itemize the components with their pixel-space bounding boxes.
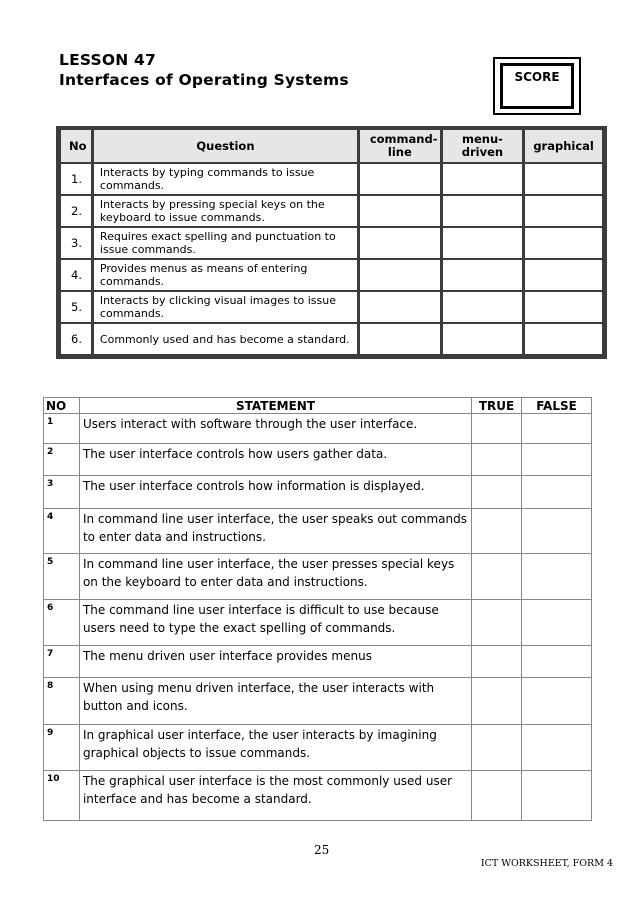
answer-cell-true[interactable] [472, 600, 522, 646]
answer-cell-command-line[interactable] [360, 324, 440, 354]
answer-cell-graphical[interactable] [525, 228, 602, 258]
answer-cell-false[interactable] [522, 646, 592, 678]
answer-cell-false[interactable] [522, 678, 592, 725]
question-text: Interacts by pressing special keys on the keyboard to issue commands. [94, 196, 357, 226]
answer-cell-menu-driven[interactable] [443, 196, 523, 226]
statement-table-header [44, 398, 592, 414]
statement-no: 5 [44, 554, 80, 600]
col-header-question: Question [94, 130, 357, 162]
answer-cell-command-line[interactable] [360, 196, 440, 226]
statement-text: The user interface controls how users gather data. [79, 444, 471, 476]
answer-cell-command-line[interactable] [360, 292, 440, 322]
question-table-header [61, 130, 602, 162]
question-no: 5. [61, 292, 91, 322]
answer-cell-command-line[interactable] [360, 228, 440, 258]
footer-label: ICT WORKSHEET, FORM 4 [480, 858, 613, 869]
answer-cell-graphical[interactable] [525, 324, 602, 354]
question-text: Commonly used and has become a standard. [94, 324, 357, 354]
answer-cell-false[interactable] [522, 554, 592, 600]
answer-cell-menu-driven[interactable] [443, 260, 523, 290]
col-header-no: NO [44, 398, 80, 414]
statement-no: 8 [44, 678, 80, 725]
question-table [58, 128, 605, 356]
answer-cell-graphical[interactable] [525, 196, 602, 226]
question-no: 1. [61, 164, 91, 194]
answer-cell-true[interactable] [472, 771, 522, 821]
statement-text: The graphical user interface is the most commonly used user interface and has become a standard. [79, 771, 471, 821]
statement-row [44, 678, 592, 725]
statement-table [43, 397, 592, 821]
question-text: Requires exact spelling and punctuation to issue commands. [94, 228, 357, 258]
question-row [61, 292, 602, 322]
question-no: 6. [61, 324, 91, 354]
answer-cell-true[interactable] [472, 509, 522, 554]
lesson-number: LESSON 47 [59, 51, 157, 69]
statement-row [44, 414, 592, 444]
statement-no: 1 [44, 414, 80, 444]
statement-text: In graphical user interface, the user interacts by imagining graphical objects to issue commands. [79, 725, 471, 771]
statement-row [44, 476, 592, 509]
question-text: Interacts by clicking visual images to issue commands. [94, 292, 357, 322]
statement-no: 4 [44, 509, 80, 554]
lesson-title-block [59, 50, 349, 90]
question-row [61, 164, 602, 194]
statement-text: The command line user interface is difficult to use because users need to type the exact spelling of commands. [79, 600, 471, 646]
statement-row [44, 444, 592, 476]
col-header-menu-driven: menu-driven [443, 130, 523, 162]
question-row [61, 228, 602, 258]
col-header-statement: STATEMENT [79, 398, 471, 414]
answer-cell-false[interactable] [522, 509, 592, 554]
col-header-true: TRUE [472, 398, 522, 414]
statement-no: 10 [44, 771, 80, 821]
statement-text: In command line user interface, the user presses special keys on the keyboard to enter data and instructions. [79, 554, 471, 600]
statement-no: 2 [44, 444, 80, 476]
score-label: SCORE [500, 63, 574, 109]
statement-row [44, 554, 592, 600]
answer-cell-true[interactable] [472, 678, 522, 725]
answer-cell-false[interactable] [522, 444, 592, 476]
answer-cell-false[interactable] [522, 414, 592, 444]
answer-cell-true[interactable] [472, 725, 522, 771]
question-text: Provides menus as means of entering commands. [94, 260, 357, 290]
question-no: 3. [61, 228, 91, 258]
question-row [61, 260, 602, 290]
answer-cell-true[interactable] [472, 554, 522, 600]
question-row [61, 324, 602, 354]
statement-no: 7 [44, 646, 80, 678]
statement-text: The menu driven user interface provides menus [79, 646, 471, 678]
answer-cell-menu-driven[interactable] [443, 164, 523, 194]
score-box [493, 57, 581, 115]
answer-cell-menu-driven[interactable] [443, 228, 523, 258]
answer-cell-graphical[interactable] [525, 164, 602, 194]
statement-text: The user interface controls how information is displayed. [79, 476, 471, 509]
answer-cell-false[interactable] [522, 725, 592, 771]
col-header-graphical: graphical [525, 130, 602, 162]
answer-cell-menu-driven[interactable] [443, 292, 523, 322]
statement-text: In command line user interface, the user speaks out commands to enter data and instructions. [79, 509, 471, 554]
statement-row [44, 509, 592, 554]
answer-cell-true[interactable] [472, 476, 522, 509]
statement-row [44, 646, 592, 678]
answer-cell-false[interactable] [522, 600, 592, 646]
answer-cell-menu-driven[interactable] [443, 324, 523, 354]
question-no: 4. [61, 260, 91, 290]
answer-cell-true[interactable] [472, 414, 522, 444]
answer-cell-command-line[interactable] [360, 164, 440, 194]
answer-cell-graphical[interactable] [525, 292, 602, 322]
question-table-image [56, 126, 607, 359]
answer-cell-true[interactable] [472, 646, 522, 678]
lesson-subtitle: Interfaces of Operating Systems [59, 71, 349, 89]
question-text: Interacts by typing commands to issue commands. [94, 164, 357, 194]
statement-text: Users interact with software through the user interface. [79, 414, 471, 444]
statement-row [44, 771, 592, 821]
col-header-no: No [61, 130, 91, 162]
col-header-command-line: command-line [360, 130, 440, 162]
statement-no: 9 [44, 725, 80, 771]
statement-row [44, 725, 592, 771]
statement-text: When using menu driven interface, the user interacts with button and icons. [79, 678, 471, 725]
page-number: 25 [314, 843, 330, 857]
statement-row [44, 600, 592, 646]
question-row [61, 196, 602, 226]
statement-no: 3 [44, 476, 80, 509]
question-no: 2. [61, 196, 91, 226]
answer-cell-graphical[interactable] [525, 260, 602, 290]
answer-cell-false[interactable] [522, 476, 592, 509]
col-header-false: FALSE [522, 398, 592, 414]
answer-cell-false[interactable] [522, 771, 592, 821]
statement-no: 6 [44, 600, 80, 646]
answer-cell-command-line[interactable] [360, 260, 440, 290]
answer-cell-true[interactable] [472, 444, 522, 476]
